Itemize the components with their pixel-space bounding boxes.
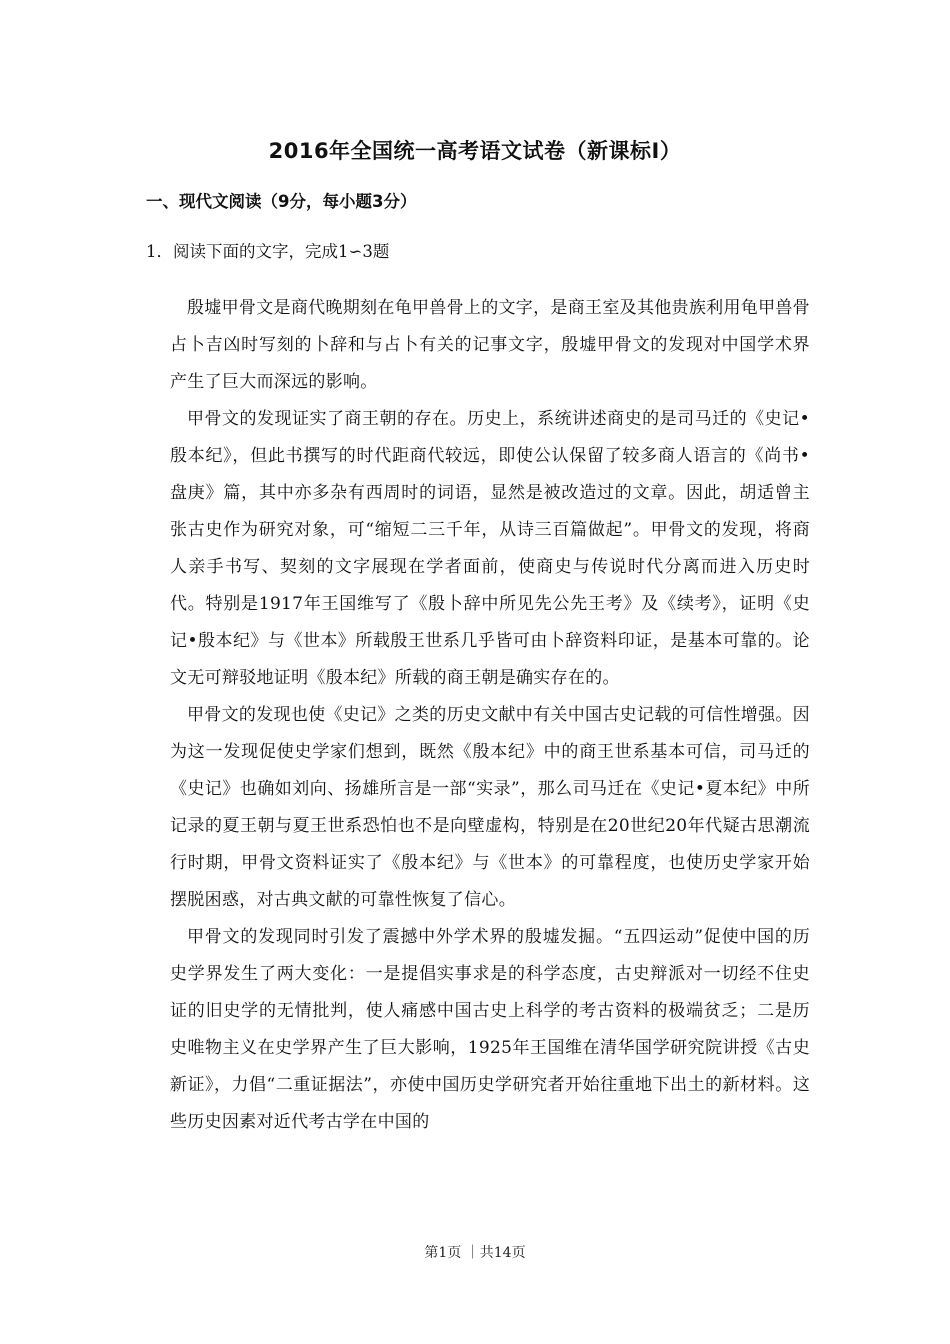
document-title: 2016年全国统一高考语文试卷（新课标Ⅰ） <box>268 139 682 163</box>
passage-paragraph: 甲骨文的发现证实了商王朝的存在。历史上，系统讲述商史的是司马迁的《史记•殷本纪》，但此书撰写的时代距商代较远，即使公认保留了较多商人语言的《尚书•盘庚》篇，其中亦多杂有西周时的词语，显然是被改造过的文章。因此，胡适曾主张古史作为研究对象，可“缩短二三千年，从诗三百篇做起”。甲骨文的发现，将商人亲手书写、契刻的文字展现在学者面前，使商史与传说时代分离而进入历史时代。特别是1917年王国维写了《殷卜辞中所见先公先王考》及《续考》，证明《史记•殷本纪》与《世本》所载殷王世系几乎皆可由卜辞资料印证，是基本可靠的。论文无可辩驳地证明《殷本纪》所载的商王朝是确实存在的。 <box>170 409 810 688</box>
section-heading: 一、现代文阅读（9分，每小题3分） <box>146 192 417 211</box>
passage-paragraph: 殷墟甲骨文是商代晚期刻在龟甲兽骨上的文字，是商王室及其他贵族利用龟甲兽骨占卜吉凶时写刻的卜辞和与占卜有关的记事文字，殷墟甲骨文的发现对中国学术界产生了巨大而深远的影响。 <box>170 298 810 392</box>
reading-passage <box>170 290 810 1141</box>
question-prompt: 1．阅读下面的文字，完成1∽3题 <box>146 242 390 261</box>
passage-paragraph: 甲骨文的发现同时引发了震撼中外学术界的殷墟发掘。“五四运动”促使中国的历史学界发生了两大变化：一是提倡实事求是的科学态度，古史辩派对一切经不住史证的旧史学的无情批判，使人痛感中国古史上科学的考古资料的极端贫乏；二是历史唯物主义在史学界产生了巨大影响，1925年王国维在清华国学研究院讲授《古史新证》，力倡“二重证据法”，亦使中国历史学研究者开始往重地下出土的新材料。这些历史因素对近代考古学在中国的 <box>170 927 810 1132</box>
page-footer: 第1页 ｜共14页 <box>424 1245 526 1261</box>
passage-paragraph: 甲骨文的发现也使《史记》之类的历史文献中有关中国古史记载的可信性增强。因为这一发现促使史学家们想到，既然《殷本纪》中的商王世系基本可信，司马迁的《史记》也确如刘向、扬雄所言是一部“实录”，那么司马迁在《史记•夏本纪》中所记录的夏王朝与夏王世系恐怕也不是向壁虚构，特别是在20世纪20年代疑古思潮流行时期，甲骨文资料证实了《殷本纪》与《世本》的可靠程度，也使历史学家开始摆脱困惑，对古典文献的可靠性恢复了信心。 <box>170 705 810 910</box>
